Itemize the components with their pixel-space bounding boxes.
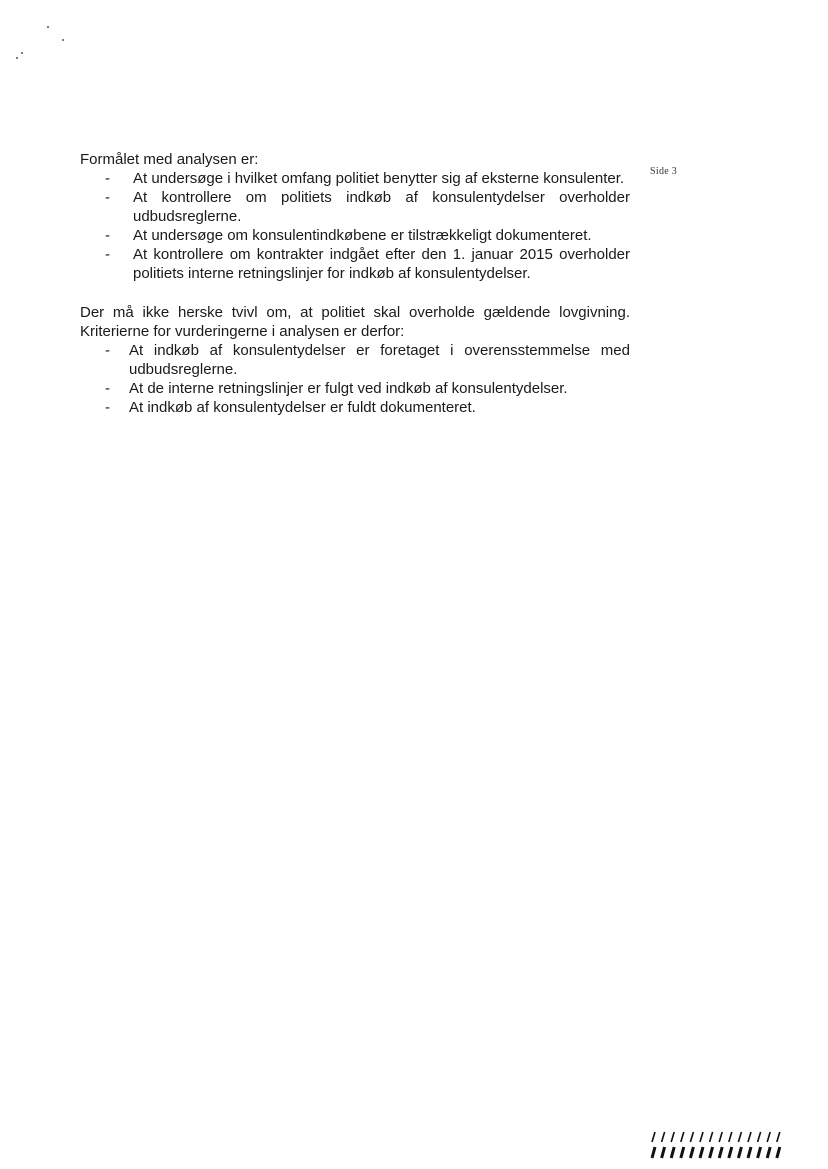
list-item: - At indkøb af konsulentydelser er foretaget i overensstemmelse med udbudsreglerne.: [105, 342, 630, 378]
document-body: [80, 150, 630, 417]
criteria-list: [80, 341, 630, 417]
list-item: - At de interne retningslinjer er fulgt ved indkøb af konsulentydelser.: [105, 380, 568, 397]
scan-speck: [16, 57, 18, 59]
list-item: - At undersøge i hvilket omfang politiet benytter sig af eksterne konsulenter.: [105, 170, 625, 187]
bullet-dash: -: [105, 342, 110, 359]
bullet-dash: -: [105, 246, 110, 263]
bullet-dash: -: [105, 170, 110, 187]
list-item: - At undersøge om konsulentindkøbene er tilstrækkeligt dokumenteret.: [105, 227, 592, 244]
section-intro-criteria: Der må ikke herske tvivl om, at politiet skal overholde gældende lovgivning. Kriterierne for vurderingerne i analysen er derfor:: [80, 304, 630, 340]
barcode-icon: [648, 1130, 784, 1160]
page-number: Side 3: [650, 166, 678, 177]
bullet-dash: -: [105, 399, 110, 416]
bullet-dash: -: [105, 189, 110, 206]
scan-speck: [47, 26, 49, 28]
list-item: - At kontrollere om politiets indkøb af konsulentydelser overholder udbudsreglerne.: [105, 189, 630, 225]
list-item: - At kontrollere om kontrakter indgået efter den 1. januar 2015 overholder politiets interne retningslinjer for indkøb af konsulentydelser.: [105, 246, 630, 282]
bullet-dash: -: [105, 227, 110, 244]
purpose-list: [80, 169, 630, 283]
section-intro-purpose: Formålet med analysen er:: [80, 151, 259, 168]
scan-speck: [62, 39, 64, 41]
list-item: - At indkøb af konsulentydelser er fuldt dokumenteret.: [105, 399, 476, 416]
bullet-dash: -: [105, 380, 110, 397]
scan-speck: [21, 52, 23, 54]
